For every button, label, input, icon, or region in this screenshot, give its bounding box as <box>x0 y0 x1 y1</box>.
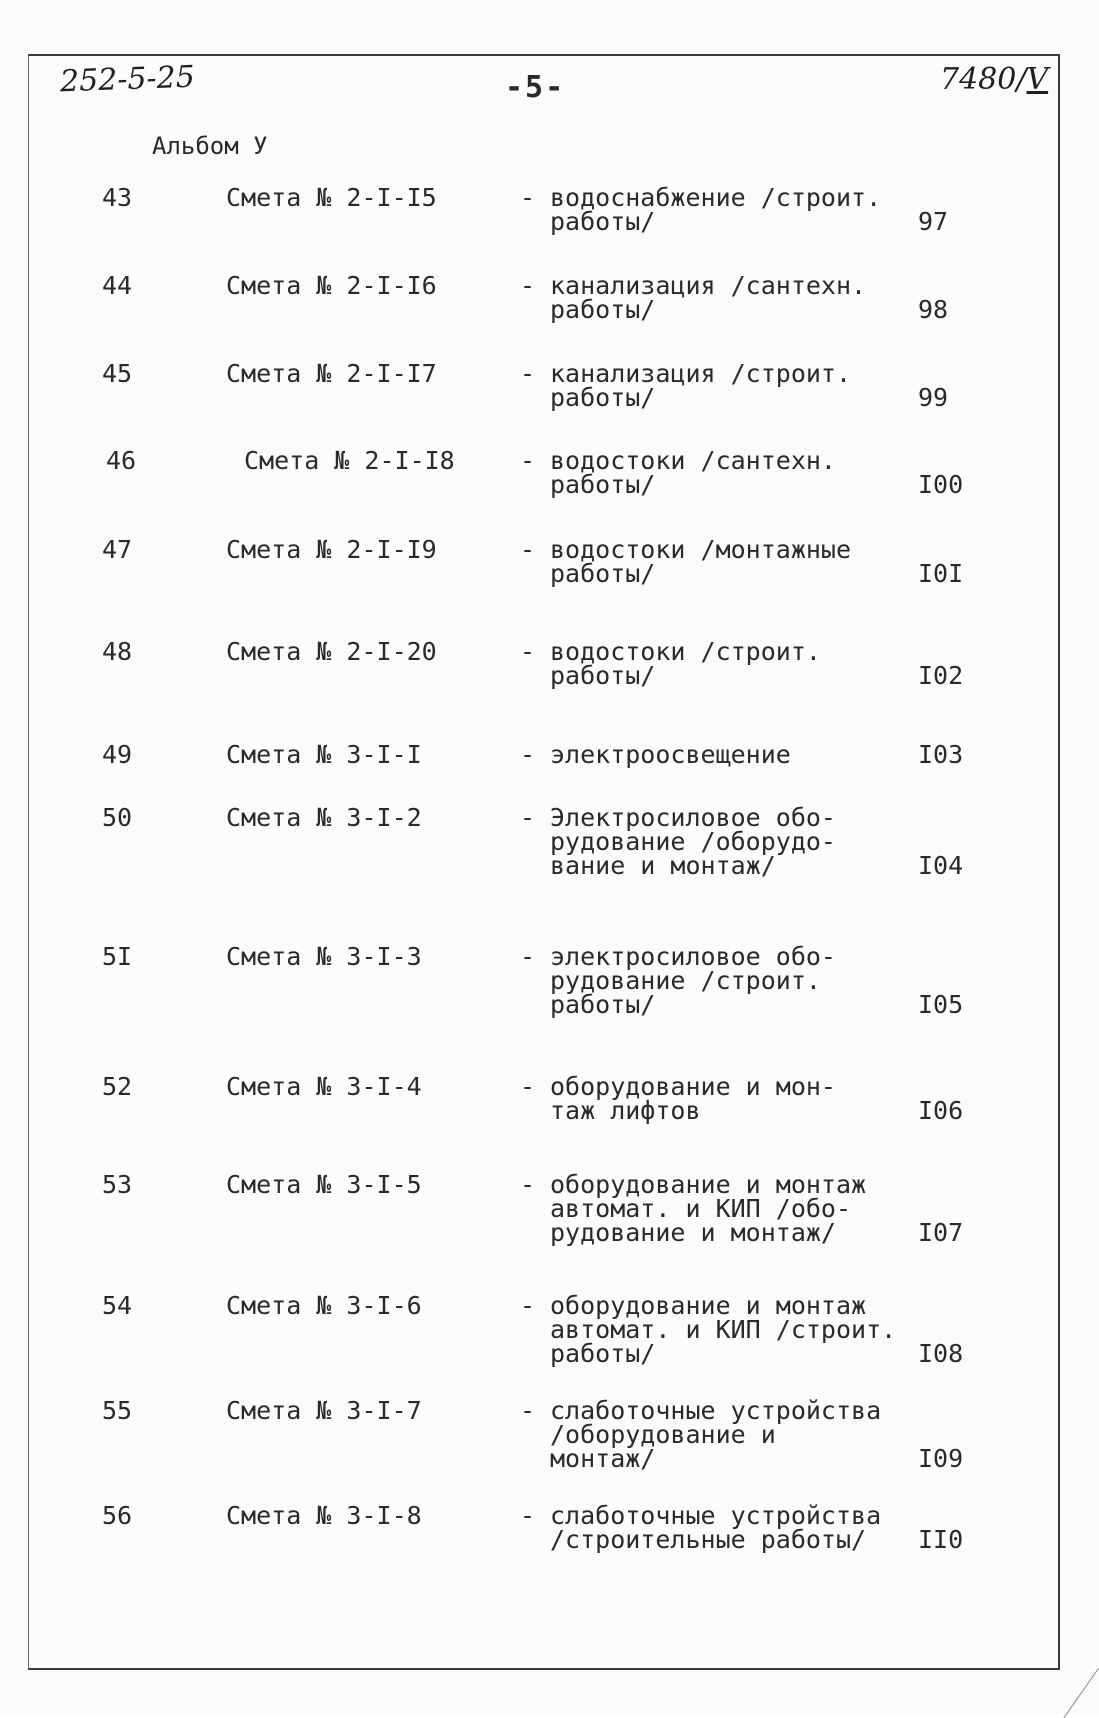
description-line: оборудование и монтаж <box>550 1291 867 1320</box>
description-line: /оборудование и <box>550 1420 776 1449</box>
estimate-description <box>550 446 920 499</box>
row-dash: - <box>520 446 536 475</box>
row-number: 46 <box>106 446 137 475</box>
estimate-description <box>550 740 920 769</box>
row-dash: - <box>520 1170 536 1199</box>
row-number: 47 <box>102 535 133 564</box>
page-reference: I05 <box>918 990 964 1019</box>
estimate-description <box>550 183 920 236</box>
estimate-code: Смета № 2-I-I7 <box>226 359 437 388</box>
row-number: 56 <box>102 1501 133 1530</box>
row-number: 55 <box>102 1396 133 1425</box>
estimate-description <box>550 535 920 588</box>
description-line: водостоки /строит. <box>550 637 821 666</box>
page-reference: 98 <box>918 295 949 324</box>
description-line: водостоки /монтажные <box>550 535 852 564</box>
row-number: 48 <box>102 637 133 666</box>
row-number: 52 <box>102 1072 133 1101</box>
page-reference: I07 <box>918 1218 964 1247</box>
description-line: электросиловое обо- <box>550 942 836 971</box>
row-dash: - <box>520 942 536 971</box>
description-line: работы/ <box>550 295 656 324</box>
description-line: таж лифтов <box>550 1096 701 1125</box>
page-reference: I00 <box>918 470 964 499</box>
row-number: 43 <box>102 183 133 212</box>
estimate-description <box>550 942 920 1019</box>
page-reference: I09 <box>918 1444 964 1473</box>
page-reference: I0I <box>918 559 964 588</box>
estimate-code: Смета № 2-I-I9 <box>226 535 437 564</box>
description-line: вание и монтаж/ <box>550 851 776 880</box>
description-line: работы/ <box>550 1339 656 1368</box>
row-dash: - <box>520 183 536 212</box>
description-line: слаботочные устройства <box>550 1501 882 1530</box>
row-dash: - <box>520 1072 536 1101</box>
estimate-description <box>550 1396 920 1473</box>
page-reference: I06 <box>918 1096 964 1125</box>
page-reference: 99 <box>918 383 949 412</box>
description-line: работы/ <box>550 559 656 588</box>
page-reference: I08 <box>918 1339 964 1368</box>
row-number: 44 <box>102 271 133 300</box>
page-reference: II0 <box>918 1525 964 1554</box>
sheet-number <box>940 62 1048 97</box>
page-reference: 97 <box>918 207 949 236</box>
estimate-code: Смета № 3-I-2 <box>226 803 422 832</box>
description-line: электроосвещение <box>550 740 791 769</box>
description-line: оборудование и мон- <box>550 1072 836 1101</box>
description-line: рудование и монтаж/ <box>550 1218 836 1247</box>
row-number: 54 <box>102 1291 133 1320</box>
description-line: работы/ <box>550 383 656 412</box>
estimate-code: Смета № 3-I-8 <box>226 1501 422 1530</box>
page-number: -5- <box>505 70 566 105</box>
row-number: 50 <box>102 803 133 832</box>
estimate-description <box>550 803 920 880</box>
row-dash: - <box>520 1396 536 1425</box>
sheet-number-suffix: V <box>1026 62 1049 97</box>
description-line: работы/ <box>550 470 656 499</box>
row-dash: - <box>520 359 536 388</box>
estimate-code: Смета № 2-I-I8 <box>244 446 455 475</box>
row-dash: - <box>520 1501 536 1530</box>
row-dash: - <box>520 535 536 564</box>
row-number: 45 <box>102 359 133 388</box>
estimate-description <box>550 637 920 690</box>
description-line: канализация /сантехн. <box>550 271 867 300</box>
description-line: Электросиловое обо- <box>550 803 836 832</box>
estimate-code: Смета № 2-I-I6 <box>226 271 437 300</box>
description-line: рудование /оборудо- <box>550 827 836 856</box>
description-line: автомат. и КИП /строит. <box>550 1315 897 1344</box>
description-line: монтаж/ <box>550 1444 656 1473</box>
estimate-description <box>550 271 920 324</box>
row-dash: - <box>520 637 536 666</box>
estimate-code: Смета № 2-I-I5 <box>226 183 437 212</box>
description-line: рудование /строит. <box>550 966 821 995</box>
album-label: Альбом У <box>152 132 268 160</box>
row-number: 49 <box>102 740 133 769</box>
estimate-code: Смета № 3-I-3 <box>226 942 422 971</box>
estimate-code: Смета № 3-I-I <box>226 740 422 769</box>
description-line: слаботочные устройства <box>550 1396 882 1425</box>
description-line: оборудование и монтаж <box>550 1170 867 1199</box>
estimate-description <box>550 1072 920 1125</box>
row-dash: - <box>520 1291 536 1320</box>
row-dash: - <box>520 740 536 769</box>
description-line: работы/ <box>550 990 656 1019</box>
description-line: автомат. и КИП /обо- <box>550 1194 852 1223</box>
document-code: 252-5-25 <box>59 59 196 100</box>
description-line: канализация /строит. <box>550 359 852 388</box>
row-dash: - <box>520 803 536 832</box>
page-reference: I04 <box>918 851 964 880</box>
estimate-description <box>550 1501 920 1554</box>
estimate-code: Смета № 3-I-5 <box>226 1170 422 1199</box>
estimate-code: Смета № 3-I-6 <box>226 1291 422 1320</box>
estimate-description <box>550 1291 920 1368</box>
row-dash: - <box>520 271 536 300</box>
description-line: водостоки /сантехн. <box>550 446 836 475</box>
estimate-code: Смета № 3-I-4 <box>226 1072 422 1101</box>
description-line: водоснабжение /строит. <box>550 183 882 212</box>
row-number: 53 <box>102 1170 133 1199</box>
page-reference: I02 <box>918 661 964 690</box>
page-reference: I03 <box>918 740 964 769</box>
estimate-description <box>550 1170 920 1247</box>
description-line: /строительные работы/ <box>550 1525 867 1554</box>
row-number: 5I <box>102 942 133 971</box>
estimate-code: Смета № 2-I-20 <box>226 637 437 666</box>
sheet-number-prefix: 7480/ <box>940 62 1027 97</box>
estimate-description <box>550 359 920 412</box>
description-line: работы/ <box>550 207 656 236</box>
estimate-code: Смета № 3-I-7 <box>226 1396 422 1425</box>
description-line: работы/ <box>550 661 656 690</box>
